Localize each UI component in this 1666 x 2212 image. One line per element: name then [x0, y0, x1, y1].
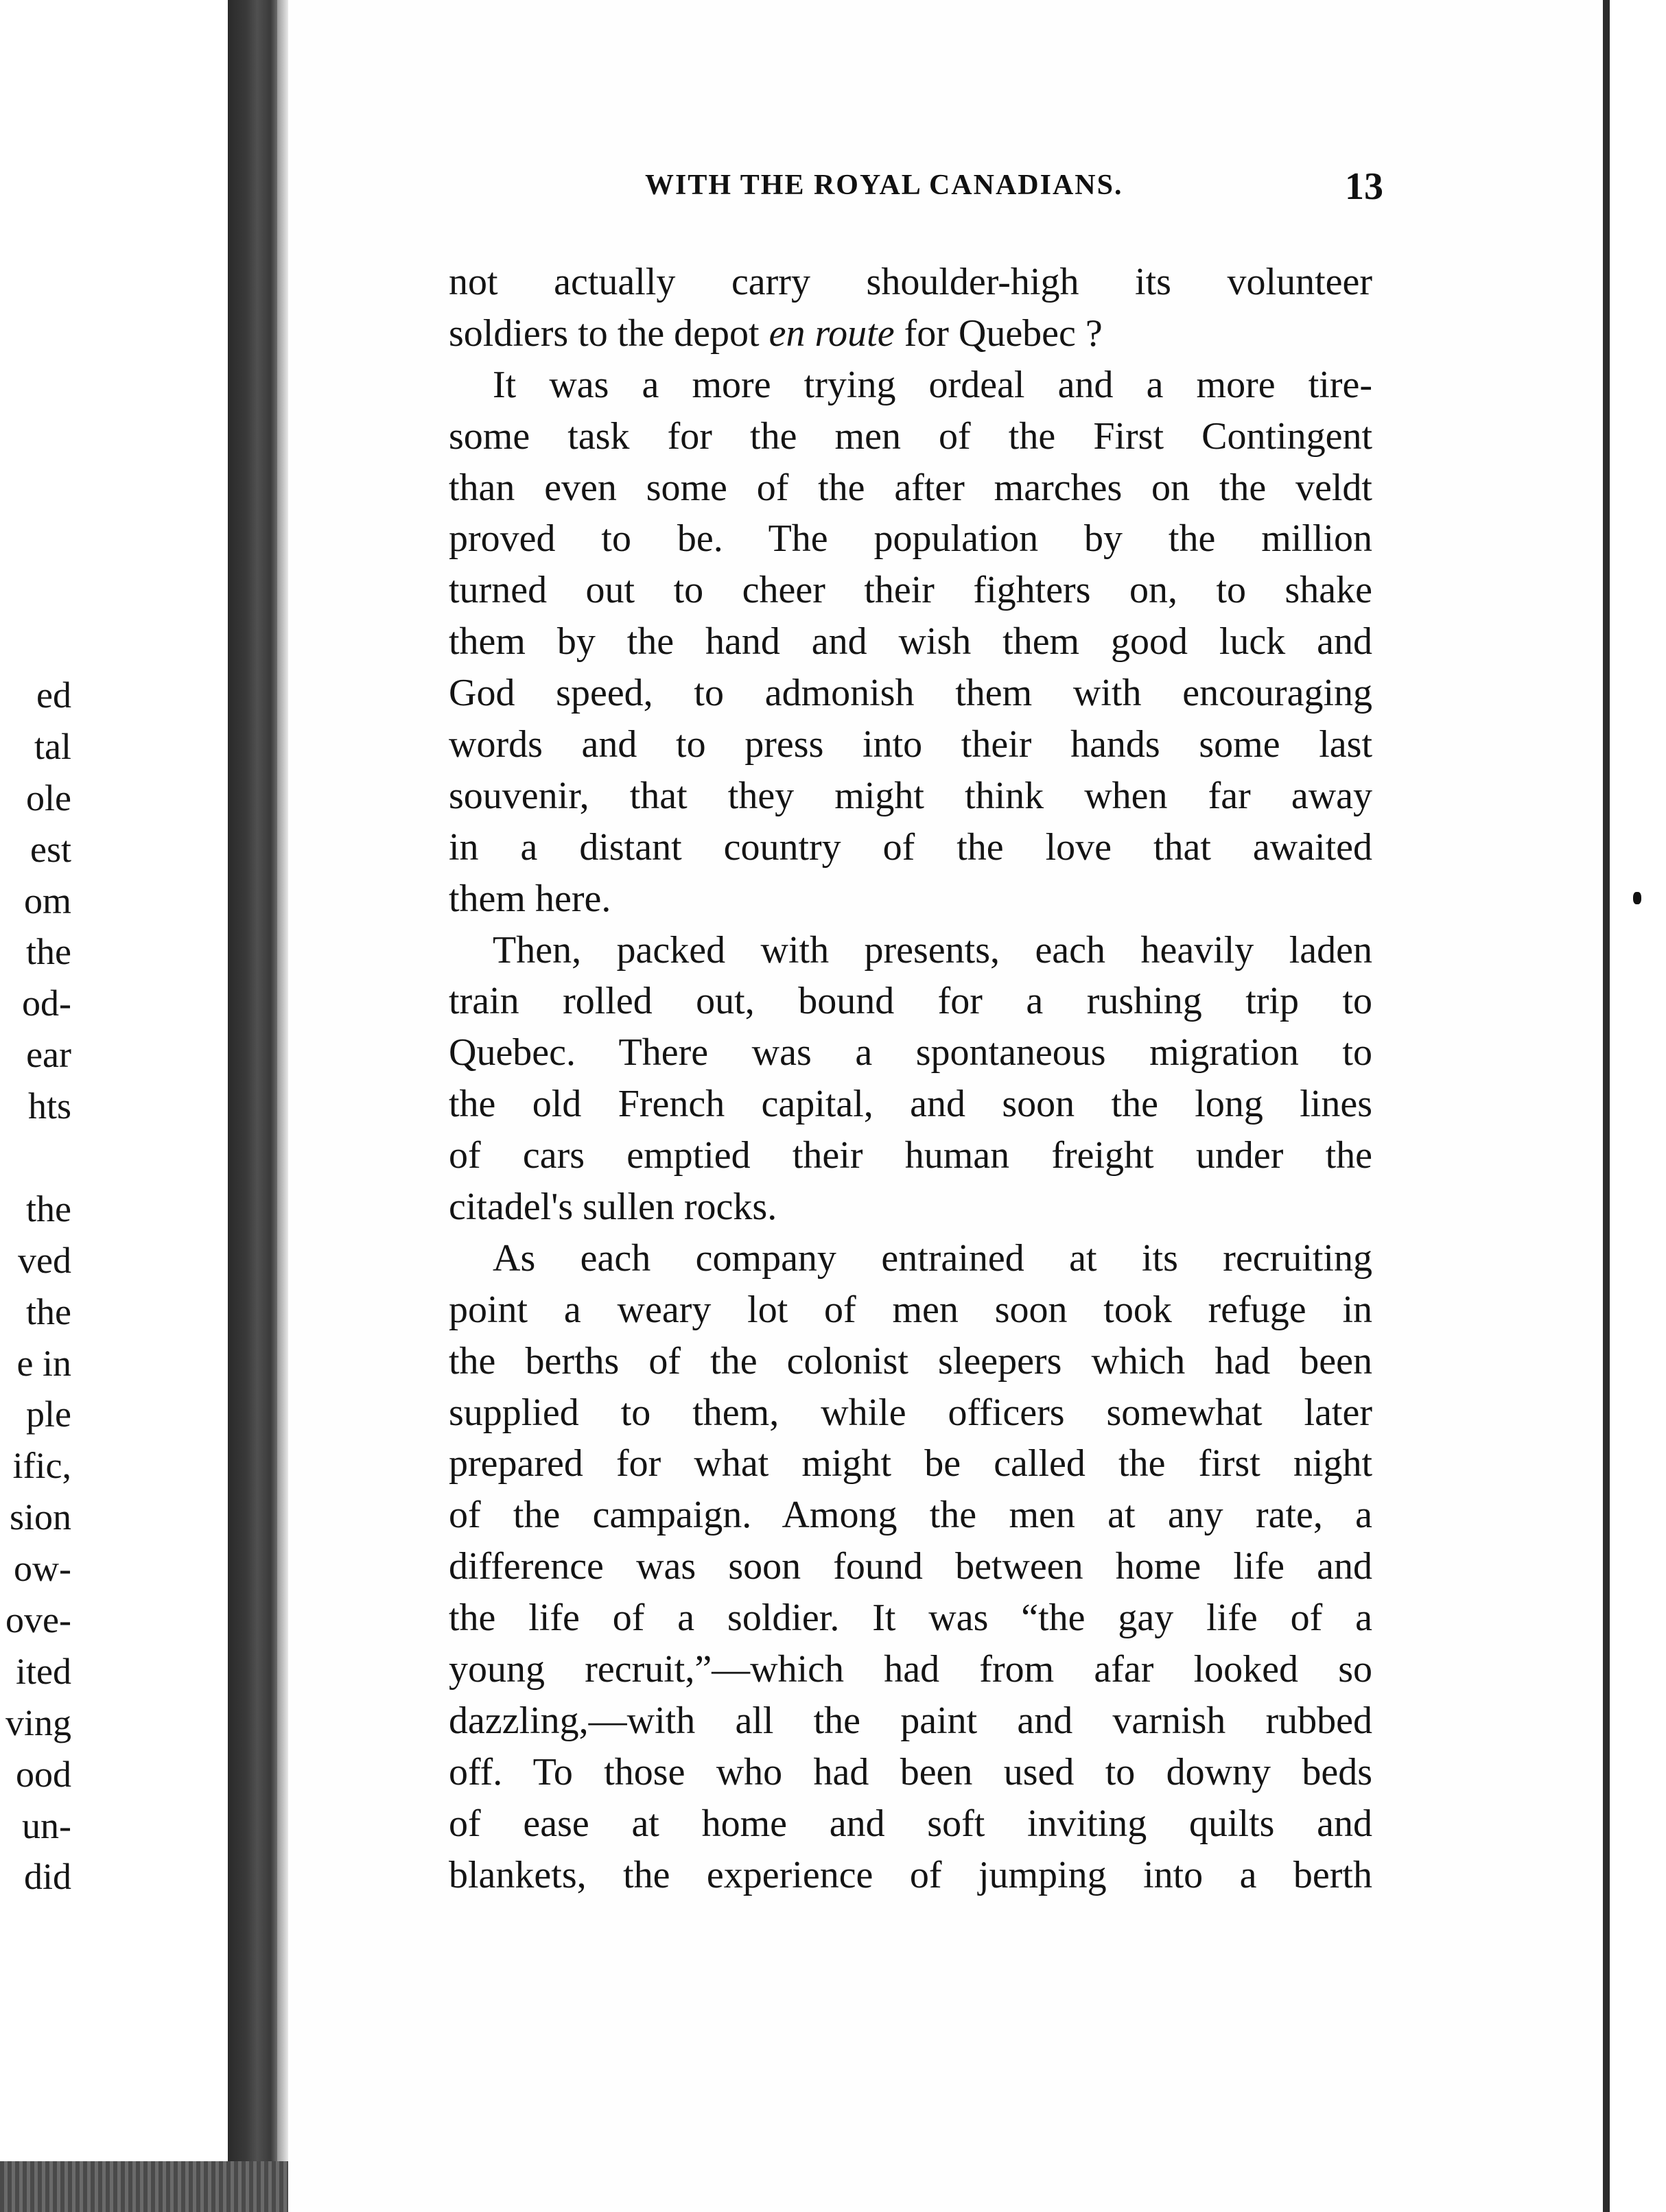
left-page-fragment: the [26, 931, 71, 973]
left-page-fragment: ed [36, 674, 71, 716]
italic-phrase: en route [769, 311, 895, 355]
body-text [449, 257, 1372, 1901]
text-line: words and to press into their hands some last [449, 723, 1372, 766]
text-line: train rolled out, bound for a rushing trip to [449, 980, 1372, 1023]
text-line: Then, packed with presents, each heavily laden [493, 928, 1372, 972]
left-page-fragment: ow- [14, 1548, 71, 1590]
left-page-fragment: ood [16, 1753, 71, 1795]
text-line: souvenir, that they might think when far away [449, 774, 1372, 817]
text-line: in a distant country of the love that awaited [449, 825, 1372, 869]
text-line: young recruit,”—which had from afar looked so [449, 1648, 1372, 1691]
text-line: prepared for what might be called the first night [449, 1442, 1372, 1485]
text-line: soldiers to the depot en route for Quebec ? [449, 311, 1103, 355]
text-line: It was a more trying ordeal and a more tire- [493, 363, 1372, 406]
text-line: not actually carry shoulder-high its volunteer [449, 261, 1372, 303]
left-page-fragment: did [23, 1856, 71, 1898]
left-facing-page [0, 0, 233, 2212]
gutter-shadow [277, 0, 288, 2212]
text-line: As each company entrained at its recruiting [493, 1236, 1372, 1280]
left-page-fragment: the [26, 1188, 71, 1229]
text-line: proved to be. The population by the million [449, 517, 1372, 561]
page-edge [1603, 0, 1610, 2212]
left-page-fragment: hts [27, 1085, 71, 1127]
text-line: Quebec. There was a spontaneous migration to [449, 1031, 1372, 1074]
text-line: the berths of the colonist sleepers which had been [449, 1339, 1372, 1382]
text-line: the old French capital, and soon the long lines [449, 1083, 1372, 1126]
text-line: turned out to cheer their fighters on, to shake [449, 569, 1372, 612]
left-page-fragment: om [23, 880, 71, 921]
text-line: the life of a soldier. It was “the gay life of a [449, 1597, 1372, 1640]
text-line: of ease at home and soft inviting quilts and [449, 1802, 1372, 1845]
text-line: God speed, to admonish them with encouraging [449, 672, 1372, 715]
text-line: point a weary lot of men soon took refuge in [449, 1288, 1372, 1331]
text-line: of cars emptied their human freight under the [449, 1134, 1372, 1177]
left-page-fragment: un- [22, 1804, 71, 1846]
left-page-fragment: ving [5, 1702, 71, 1743]
text-line: than even some of the after marches on the veldt [449, 466, 1372, 509]
left-page-fragment: sion [9, 1496, 71, 1538]
left-page-fragment: tal [34, 725, 71, 767]
left-page-fragment: est [30, 828, 71, 870]
left-page-fragment: ole [26, 777, 71, 819]
text-line: difference was soon found between home life and [449, 1545, 1372, 1588]
left-page-fragment: ear [26, 1034, 71, 1076]
left-page-fragment: ple [26, 1393, 71, 1435]
page-number: 13 [1345, 165, 1383, 208]
book-gutter [228, 0, 281, 2212]
scan-speck [1633, 892, 1641, 904]
text-line: off. To those who had been used to downy beds [449, 1750, 1372, 1793]
left-page-fragment: ific, [12, 1445, 71, 1487]
text-line: them by the hand and wish them good luck and [449, 620, 1372, 663]
left-page-fragment: ited [16, 1650, 71, 1692]
text-line: dazzling,—with all the paint and varnish rubbed [449, 1699, 1372, 1742]
left-page-fragment: the [26, 1291, 71, 1332]
running-title: WITH THE ROYAL CANADIANS. [645, 169, 1123, 201]
text-line: citadel's sullen rocks. [449, 1186, 777, 1229]
left-page-fragment: od- [22, 983, 71, 1024]
left-page-fragment [0, 1132, 71, 1184]
text-line: supplied to them, while officers somewhat later [449, 1391, 1372, 1434]
text-line: blankets, the experience of jumping into a berth [449, 1853, 1372, 1896]
text-line: of the campaign. Among the men at any rate, a [449, 1494, 1372, 1537]
left-page-text-fragments [0, 670, 71, 1903]
text-line: them here. [449, 877, 611, 920]
left-page-fragment: e in [16, 1342, 71, 1384]
text-line: some task for the men of the First Contingent [449, 414, 1372, 458]
binding-edge [0, 2161, 288, 2212]
left-page-fragment: ove- [5, 1599, 71, 1641]
left-page-fragment: ved [18, 1239, 71, 1281]
scan-margin [1610, 0, 1666, 2212]
